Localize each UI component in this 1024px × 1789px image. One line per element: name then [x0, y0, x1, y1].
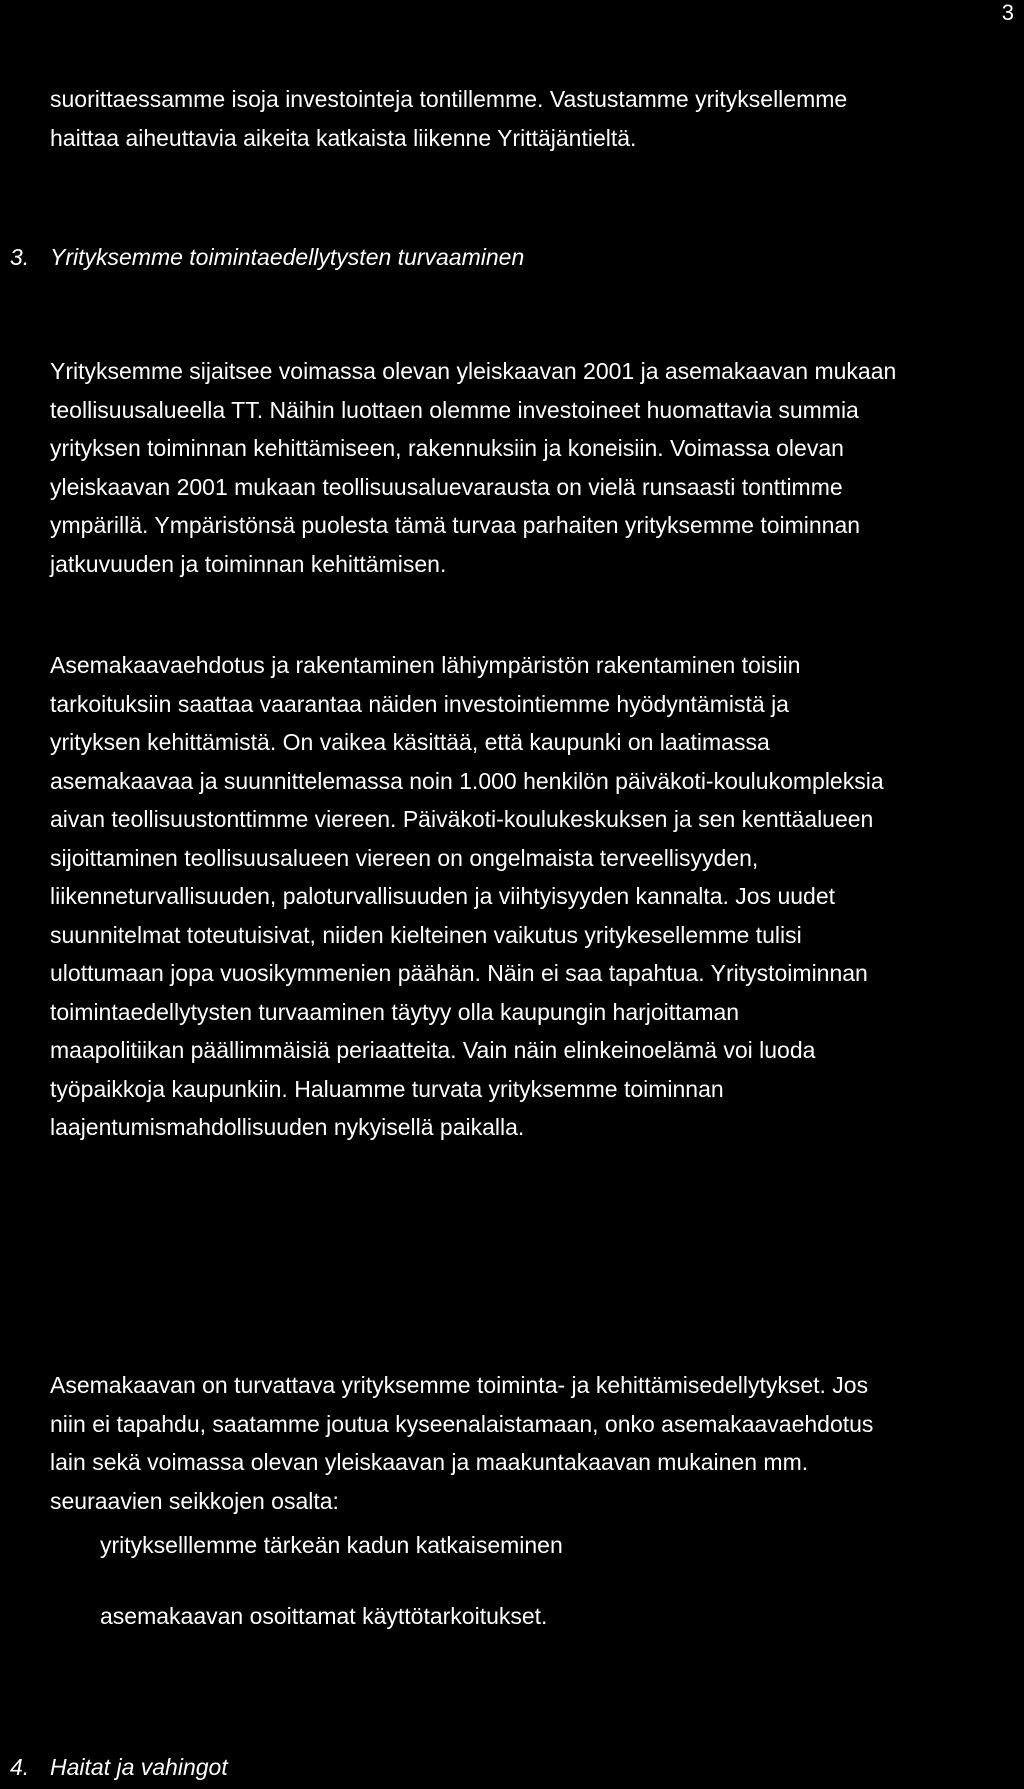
text-line: ympärillä. Ympäristönsä puolesta tämä turvaa parhaiten yrityksemme toiminnan: [50, 512, 861, 538]
text-line: teollisuusalueella TT. Näihin luottaen olemme investoineet huomattavia summia: [50, 396, 859, 423]
text-line: haittaa aiheuttavia aikeita katkaista liikenne Yrittäjäntieltä.: [50, 124, 637, 151]
intro-paragraph: [50, 80, 1010, 157]
text-line: maapolitiikan päällimmäisiä periaatteita. Vain näin elinkeinoelämä voi luoda: [50, 1037, 816, 1063]
text-line: sijoittaminen teollisuusalueen viereen on ongelmaista terveellisyyden,: [50, 844, 759, 871]
list-item: yritykselllemme tärkeän kadun katkaiseminen: [100, 1532, 563, 1558]
text-line: yleiskaavan 2001 mukaan teollisuusaluevarausta on vielä runsaasti tonttimme: [50, 473, 843, 500]
section-title: Yrityksemme toimintaedellytysten turvaaminen: [50, 244, 525, 270]
section-3-heading: [10, 242, 524, 272]
section-4-heading: [10, 1752, 228, 1782]
text-line: Yrityksemme sijaitsee voimassa olevan yleiskaavan 2001 ja asemakaavan mukaan: [50, 358, 897, 384]
text-line: suorittaessamme isoja investointeja tontillemme. Vastustamme yrityksellemme: [50, 86, 848, 112]
text-line: tarkoituksiin saattaa vaarantaa näiden investointiemme hyödyntämistä ja: [50, 690, 789, 717]
text-line: Asemakaavan on turvattava yrityksemme toiminta- ja kehittämisedellytykset. Jos: [50, 1372, 869, 1398]
page-number: 3: [1001, 0, 1014, 25]
text-line: seuraavien seikkojen osalta:: [50, 1487, 339, 1514]
text-line: niin ei tapahdu, saatamme joutua kyseenalaistamaan, onko asemakaavaehdotus: [50, 1410, 874, 1437]
text-line: laajentumismahdollisuuden nykyisellä paikalla.: [50, 1114, 525, 1140]
text-line: työpaikkoja kaupunkiin. Haluamme turvata yrityksemme toiminnan: [50, 1075, 724, 1102]
text-line: Asemakaavaehdotus ja rakentaminen lähiympäristön rakentaminen toisiin: [50, 652, 801, 678]
text-line: lain sekä voimassa olevan yleiskaavan ja maakuntakaavan mukainen mm.: [50, 1449, 809, 1475]
text-line: asemakaavaa ja suunnittelemassa noin 1.000 henkilön päiväkoti-koulukompleksia: [50, 767, 884, 794]
text-line: aivan teollisuustonttimme viereen. Päiväkoti-koulukeskuksen ja sen kenttäalueen: [50, 806, 874, 832]
text-line: yrityksen toiminnan kehittämiseen, rakennuksiin ja koneisiin. Voimassa olevan: [50, 435, 844, 461]
text-line: suunnitelmat toteutuisivat, niiden kielteinen vaikutus yritykesellemme tulisi: [50, 921, 802, 948]
section-number: 3.: [10, 244, 30, 270]
list-item: asemakaavan osoittamat käyttötarkoitukset.: [100, 1603, 548, 1629]
text-line: liikenneturvallisuuden, paloturvallisuuden ja viihtyisyyden kannalta. Jos uudet: [50, 883, 836, 909]
text-line: toimintaedellytysten turvaaminen täytyy olla kaupungin harjoittaman: [50, 998, 740, 1025]
section-3-paragraph-3: [50, 1366, 1010, 1520]
section-3-paragraph-2: [50, 646, 1010, 1147]
section-3-paragraph-1: [50, 352, 1010, 583]
section-title: Haitat ja vahingot: [50, 1754, 228, 1780]
text-line: ulottumaan jopa vuosikymmenien päähän. Näin ei saa tapahtua. Yritystoiminnan: [50, 960, 868, 986]
text-line: yrityksen kehittämistä. On vaikea käsittää, että kaupunki on laatimassa: [50, 729, 770, 755]
text-line: jatkuvuuden ja toiminnan kehittämisen.: [50, 550, 447, 577]
section-number: 4.: [10, 1754, 30, 1780]
